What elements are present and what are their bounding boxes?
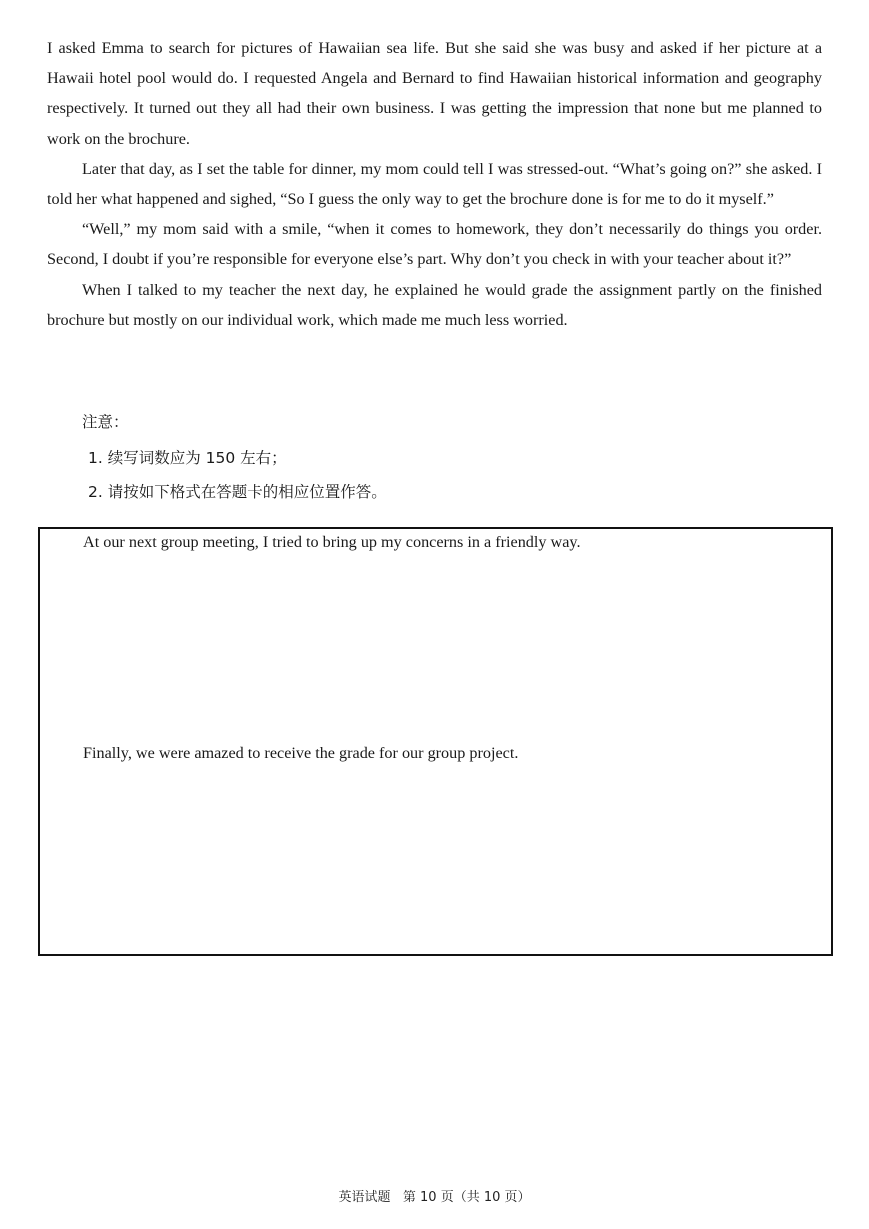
passage-paragraph-4: When I talked to my teacher the next day, he explained he would grade the assignment partly on the finished brochure but mostly on our individual work, which made me much less worried. (47, 280, 822, 329)
passage-paragraph-1: I asked Emma to search for pictures of Hawaiian sea life. But she said she was busy and asked if her picture at a Hawaii hotel pool would do. I requested Angela and Bernard to find Hawaiian historical information and geography respectively. It turned out they all had their own business. I was getting the impression that none but me planned to work on the brochure. (47, 39, 822, 148)
instructions-notes (82, 407, 387, 509)
answer-box[interactable] (38, 527, 833, 956)
passage-paragraph-3: “Well,” my mom said with a smile, “when it comes to homework, they don’t necessarily do things you order. Second, I doubt if you’re responsible for everyone else’s part. Why don’t you check in with your teacher about it?” (47, 220, 822, 269)
passage-paragraph-2: Later that day, as I set the table for dinner, my mom could tell I was stressed-out. “What’s going on?” she asked. I told her what happened and sighed, “So I guess the only way to get the brochure done is for me to do it myself.” (47, 159, 822, 209)
story-passage (47, 33, 822, 335)
continuation-prompt-1: At our next group meeting, I tried to bring up my concerns in a friendly way. (83, 533, 581, 551)
note-item-format: 2. 请按如下格式在答题卡的相应位置作答。 (88, 483, 387, 501)
continuation-prompt-2: Finally, we were amazed to receive the grade for our group project. (83, 744, 519, 762)
page-footer: 英语试题 第 10 页（共 10 页） (338, 1190, 531, 1205)
notes-title: 注意： (82, 413, 129, 431)
note-item-word-count: 1. 续写词数应为 150 左右； (88, 449, 287, 467)
